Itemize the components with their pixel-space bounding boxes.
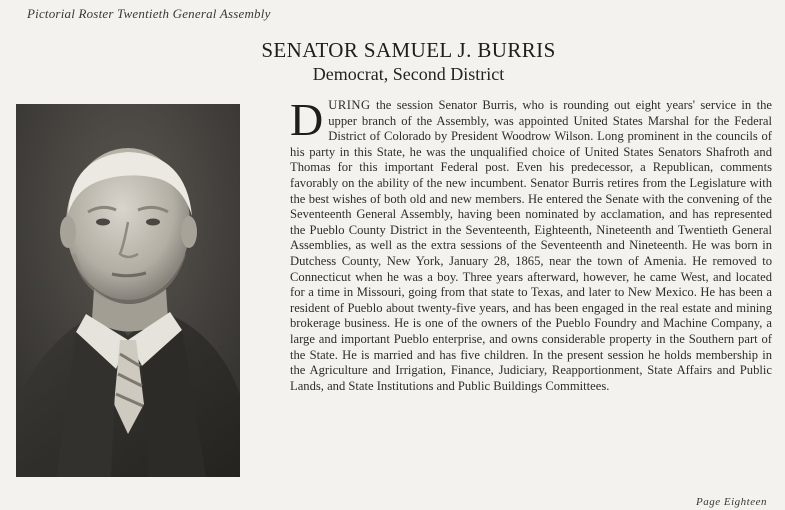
party-district-subtitle: Democrat, Second District — [312, 64, 505, 84]
page-number: Page Eighteen — [696, 496, 767, 508]
drop-cap-initial: D — [290, 94, 324, 145]
portrait-photo — [16, 104, 240, 477]
biography-text — [290, 94, 772, 394]
bio-first-word: URING — [328, 98, 371, 112]
page-title: SENATOR SAMUEL J. BURRIS — [261, 38, 556, 62]
bio-body: the session Senator Burris, who is rounding out eight years' service in the upper branch of the Assembly, was appointed United States Marshal for the Federal District of Colorado by President Woodrow Wilson. Long prominent in the councils of his party in this State, he was the unqualified choice of United States Senators Shafroth and Thomas for this important Federal post. Even his predecessor, a Republican, comments favorably on the ability of the new incumbent. Senator Burris retires from the Legislature with the best wishes of both old and new members. He entered the Senate with the convening of the Seventeenth General Assembly, having been nominated by acclamation, and has represented the Pueblo County District in the Seventeenth, Eighteenth, Nineteenth and Twentieth General Assemblies, as well as the extra sessions of the Seventeenth and Nineteenth. He was born in Dutchess County, New York, January 28, 1865, near the town of Amenia. He removed to Connecticut when he was a boy. Three years afterward, however, he came West, and located for a time in Missouri, going from that state to Texas, and later to New Mexico. He has been a resident of Pueblo about twenty-five years, and has been engaged in the real estate and mining brokerage business. He is one of the owners of the Pueblo Foundry and Machine Company, a large and important Pueblo enterprise, and owns considerable property in the Southern part of the State. He is married and has five children. In the present session he holds membership in the Agriculture and Irrigation, Finance, Judiciary, Reapportionment, State Affairs and Public Lands, and State Institutions and Public Buildings Committees. — [290, 98, 772, 393]
portrait-illustration — [16, 104, 240, 477]
running-head: Pictorial Roster Twentieth General Assembly — [27, 6, 271, 21]
